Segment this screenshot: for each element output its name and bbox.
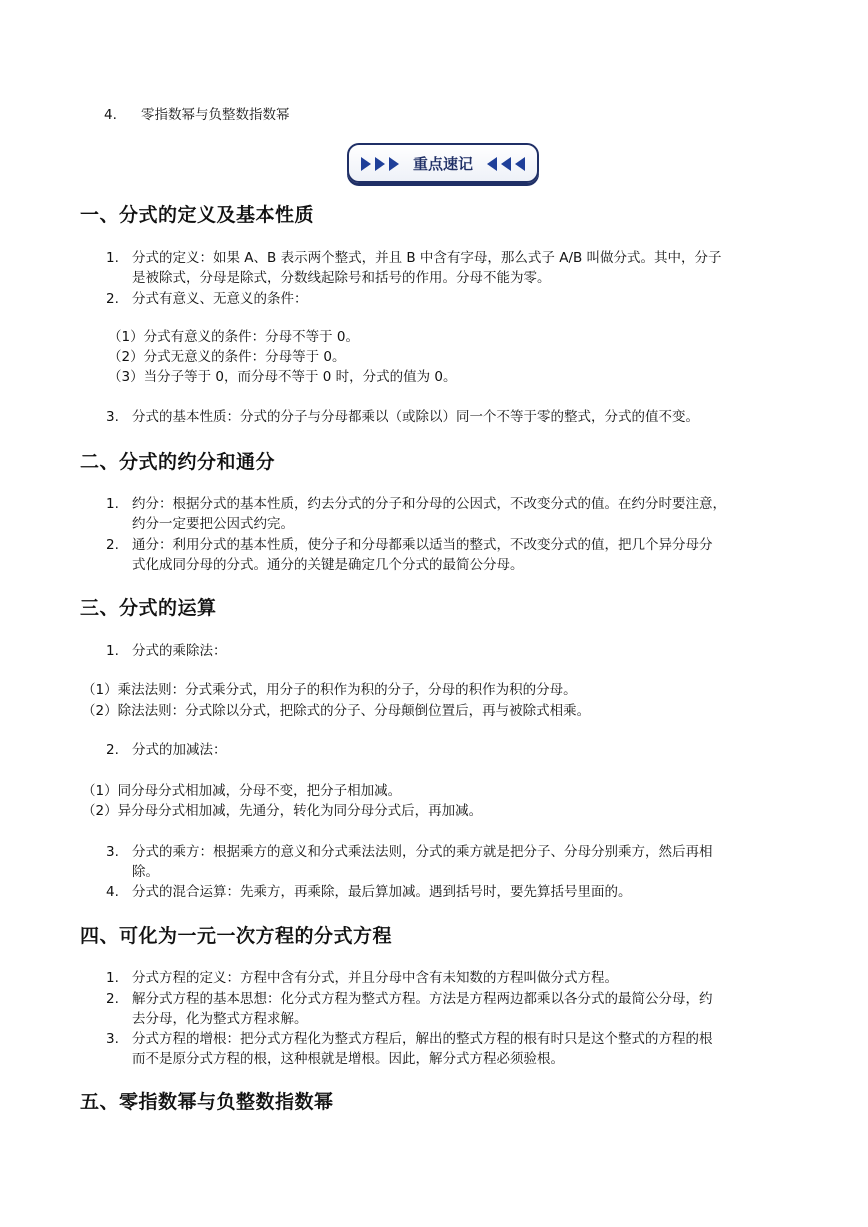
list-item-text: 除。 <box>132 864 159 880</box>
sub-item: （2）分式无意义的条件：分母等于 0。 <box>108 349 346 365</box>
list-item-text: 而不是原分式方程的根，这种根就是增根。因此，解分式方程必须验根。 <box>132 1051 564 1067</box>
list-number: 3. <box>106 409 119 425</box>
list-number: 2. <box>106 537 119 553</box>
list-item-text: 分式的加减法： <box>132 742 227 758</box>
list-item-text: 约分：根据分式的基本性质，约去分式的分子和分母的公因式，不改变分式的值。在约分时要注意， <box>132 496 726 512</box>
list-number: 1. <box>106 970 119 986</box>
list-item-text: 分式的混合运算：先乘方，再乘除，最后算加减。遇到括号时，要先算括号里面的。 <box>132 884 632 900</box>
list-number: 2. <box>106 991 119 1007</box>
section-heading: 二、分式的约分和通分 <box>80 451 276 473</box>
list-item-text: 约分一定要把公因式约完。 <box>132 516 294 532</box>
list-item-text: 分式的乘除法： <box>132 643 227 659</box>
list-number: 4. <box>106 884 119 900</box>
list-item-text: 分式的乘方：根据乘方的意义和分式乘法法则，分式的乘方就是把分子、分母分别乘方，然后再相 <box>132 844 713 860</box>
key-points-banner <box>347 143 539 183</box>
sub-item: （2）异分母分式相加减，先通分，转化为同分母分式后，再加减。 <box>82 803 483 819</box>
list-number: 2. <box>106 742 119 758</box>
list-number: 1. <box>106 496 119 512</box>
section-heading: 一、分式的定义及基本性质 <box>80 204 315 226</box>
triple-arrow-left-icon <box>483 157 525 171</box>
sub-item: （1）同分母分式相加减，分母不变，把分子相加减。 <box>82 783 402 799</box>
sub-item: （3）当分子等于 0，而分母不等于 0 时，分式的值为 0。 <box>108 369 457 385</box>
list-item-text: 通分：利用分式的基本性质，使分子和分母都乘以适当的整式，不改变分式的值，把几个异分母分 <box>132 537 713 553</box>
sub-item: （2）除法法则：分式除以分式，把除式的分子、分母颠倒位置后，再与被除式相乘。 <box>82 703 591 719</box>
top-item-text: 零指数幂与负整数指数幂 <box>141 107 290 123</box>
sub-item: （1）乘法法则：分式乘分式，用分子的积作为积的分子，分母的积作为积的分母。 <box>82 682 577 698</box>
list-item-text: 是被除式，分母是除式，分数线起除号和括号的作用。分母不能为零。 <box>132 270 551 286</box>
list-number: 2. <box>106 291 119 307</box>
list-number: 1. <box>106 643 119 659</box>
list-item-text: 式化成同分母的分式。通分的关键是确定几个分式的最简公分母。 <box>132 557 524 573</box>
list-number: 3. <box>106 844 119 860</box>
list-item-text: 分式的基本性质：分式的分子与分母都乘以（或除以）同一个不等于零的整式，分式的值不变。 <box>132 409 699 425</box>
banner-label: 重点速记 <box>412 155 473 173</box>
list-item-text: 分式方程的增根：把分式方程化为整式方程后，解出的整式方程的根有时只是这个整式的方程的根 <box>132 1031 713 1047</box>
list-number: 3. <box>106 1031 119 1047</box>
list-number: 1. <box>106 250 119 266</box>
list-item-text: 分式有意义、无意义的条件： <box>132 291 308 307</box>
section-heading: 五、零指数幂与负整数指数幂 <box>80 1091 334 1113</box>
list-number: 4. <box>104 107 117 123</box>
list-item-text: 分式方程的定义：方程中含有分式，并且分母中含有未知数的方程叫做分式方程。 <box>132 970 618 986</box>
list-item-text: 分式的定义：如果 A、B 表示两个整式，并且 B 中含有字母，那么式子 A/B 叫做分式。其中，分子 <box>132 250 722 266</box>
list-item-text: 解分式方程的基本思想：化分式方程为整式方程。方法是方程两边都乘以各分式的最简公分母，约 <box>132 991 713 1007</box>
section-heading: 四、可化为一元一次方程的分式方程 <box>80 925 393 947</box>
sub-item: （1）分式有意义的条件：分母不等于 0。 <box>108 329 359 345</box>
list-item-text: 去分母，化为整式方程求解。 <box>132 1011 308 1027</box>
section-heading: 三、分式的运算 <box>80 597 217 619</box>
